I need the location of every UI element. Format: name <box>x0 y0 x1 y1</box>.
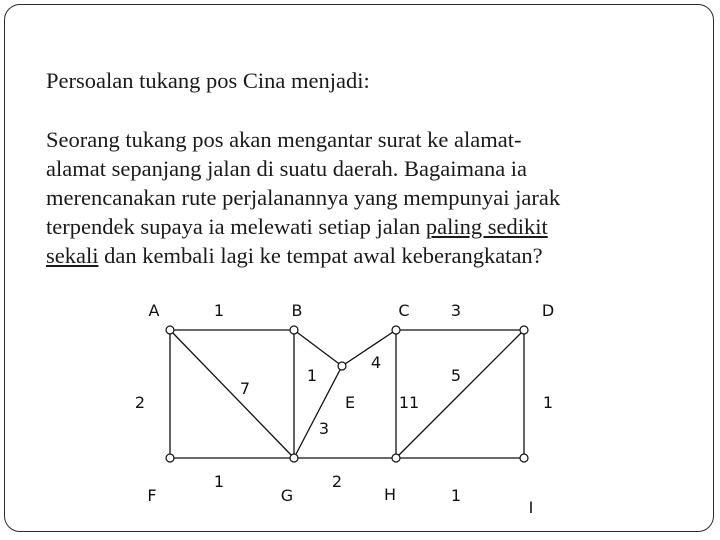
edge-B-E <box>294 330 342 366</box>
node-label-I: I <box>528 498 534 517</box>
node-F <box>166 454 174 462</box>
underlined-paling-sedikit: paling sedikit <box>425 214 548 239</box>
edge-weight-A-B: 1 <box>213 301 225 320</box>
body-line-2: alamat sepanjang jalan di suatu daerah. Bagaimana ia <box>46 156 528 181</box>
body-line-5-text: dan kembali lagi ke tempat awal keberangkatan? <box>98 243 543 268</box>
node-label-D: D <box>541 301 555 320</box>
edge-weight-A-G: 7 <box>239 379 251 398</box>
node-label-E: E <box>344 393 356 412</box>
edge-weight-G-H: 2 <box>331 472 343 491</box>
node-label-B: B <box>291 301 303 320</box>
edge-weight-E-G: 3 <box>318 419 330 438</box>
body-line-1: Seorang tukang pos akan mengantar surat ke alamat- <box>46 127 522 152</box>
slide-heading: Persoalan tukang pos Cina menjadi: <box>46 68 370 93</box>
edge-weight-A-F: 2 <box>134 393 146 412</box>
node-D <box>520 326 528 334</box>
edge-weight-B-E: 1 <box>306 366 318 385</box>
edge-E-G <box>294 366 342 458</box>
edge-weight-D-I: 1 <box>542 393 554 412</box>
edge-A-G <box>170 330 294 458</box>
edge-weight-D-H: 5 <box>450 366 462 385</box>
underlined-sekali: sekali <box>46 243 99 268</box>
node-H <box>392 454 400 462</box>
body-line-3: merencanakan rute perjalanannya yang mempunyai jarak <box>46 185 561 210</box>
body-line-4-text: terpendek supaya ia melewati setiap jalan <box>46 214 426 239</box>
node-label-F: F <box>147 486 157 505</box>
node-label-H: H <box>383 485 397 504</box>
edge-E-C <box>342 330 396 366</box>
edge-weight-E-C: 4 <box>370 353 382 372</box>
node-C <box>392 326 400 334</box>
node-A <box>166 326 174 334</box>
edge-weight-F-G: 1 <box>213 472 225 491</box>
node-I <box>520 454 528 462</box>
node-B <box>290 326 298 334</box>
edge-weight-C-H: 11 <box>398 393 420 412</box>
edge-weight-C-D: 3 <box>450 301 462 320</box>
node-label-A: A <box>148 301 160 320</box>
node-label-C: C <box>398 301 410 320</box>
node-E <box>338 362 346 370</box>
edge-weight-H-I: 1 <box>450 486 462 505</box>
node-G <box>290 454 298 462</box>
node-label-G: G <box>280 486 294 505</box>
